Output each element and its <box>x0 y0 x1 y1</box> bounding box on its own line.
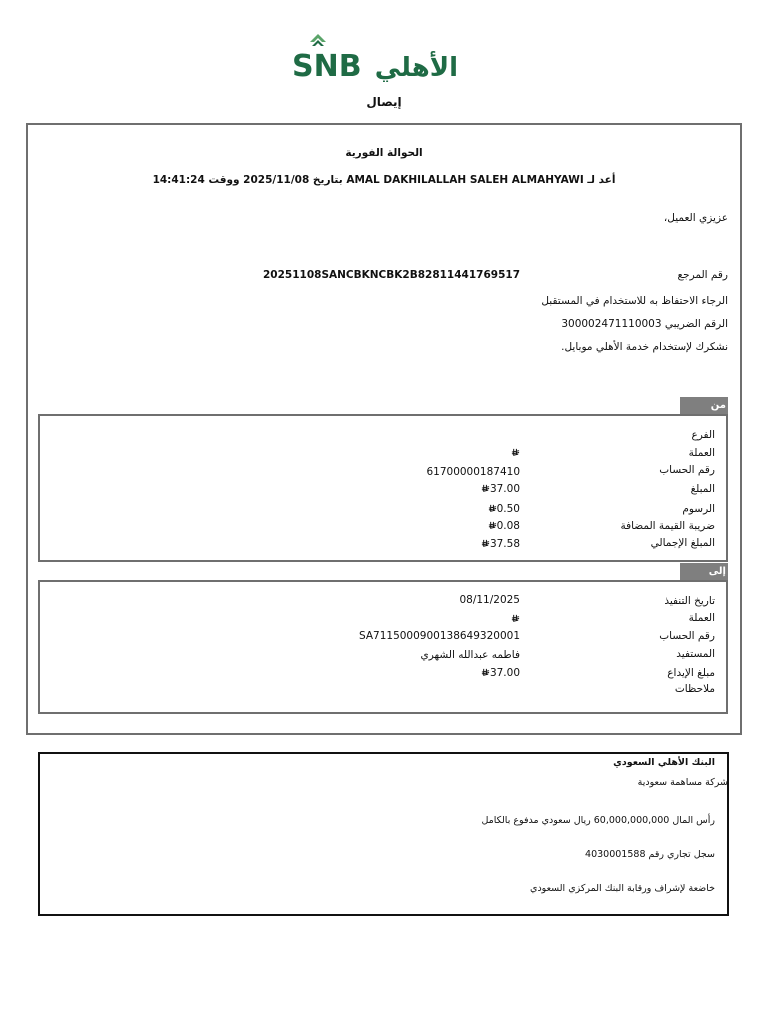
to-section-tab: إلى <box>680 563 728 581</box>
receipt-title: إيصال <box>366 95 402 109</box>
from-account-label: رقم الحساب <box>659 464 715 476</box>
from-vat-value: 0.08 <box>488 520 520 532</box>
greeting: عزيزي العميل، <box>663 212 728 224</box>
to-currency-value <box>511 613 520 625</box>
riyal-symbol-icon <box>481 539 490 548</box>
riyal-symbol-icon <box>481 484 490 493</box>
footer-supervision-line: خاضعة لإشراف ورقابة البنك المركزي السعودي <box>530 883 715 894</box>
logo-text: SNB <box>292 49 362 82</box>
from-total-value: 37.58 <box>481 538 520 550</box>
from-fees-label: الرسوم <box>682 503 715 515</box>
reference-value: 20251108SANCBKNCBK2B82811441769517 <box>263 269 520 281</box>
thanks-line: نشكرك لإستخدام خدمة الأهلي موبايل. <box>561 341 728 353</box>
tax-number-line: الرقم الضريبي 300002471110003 <box>561 318 728 330</box>
to-beneficiary-value: فاطمه عبدالله الشهري <box>420 649 520 661</box>
footer-bank-name: البنك الأهلي السعودي <box>613 757 715 768</box>
from-fees-value: 0.50 <box>488 503 520 515</box>
from-vat-label: ضريبة القيمة المضافة <box>620 520 715 532</box>
riyal-symbol-icon <box>511 614 520 623</box>
from-total-label: المبلغ الإجمالي <box>650 537 715 549</box>
from-amount-value: 37.00 <box>481 483 520 495</box>
footer-cr-line: سجل تجاري رقم 4030001588 <box>585 849 715 860</box>
to-account-value: SA7115000900138649320001 <box>358 630 520 642</box>
footer-company-type: شركة مساهمة سعودية <box>637 777 728 788</box>
from-currency-label: العملة <box>688 447 715 459</box>
logo-arabic: الأهلي <box>374 53 458 82</box>
from-account-value: 61700000187410 <box>426 466 520 478</box>
reference-label: رقم المرجع <box>677 269 728 281</box>
to-beneficiary-label: المستفيد <box>676 648 715 660</box>
from-branch-label: الفرع <box>691 429 715 441</box>
to-deposit-value: 37.00 <box>481 667 520 679</box>
from-currency-value <box>511 447 520 459</box>
riyal-symbol-icon <box>488 521 497 530</box>
prepared-for-line: أعد لـ AMAL DAKHILALLAH SALEH ALMAHYAWI بتاريخ 2025/11/08 ووقت 14:41:24 <box>152 174 616 186</box>
snb-logo <box>290 30 460 82</box>
riyal-symbol-icon <box>481 668 490 677</box>
transfer-title: الحوالة الفورية <box>345 147 423 159</box>
to-deposit-label: مبلغ الإيداع <box>667 667 715 679</box>
to-section-box <box>38 580 728 714</box>
footer-capital-line: رأس المال 60,000,000,000 ريال سعودي مدفوع بالكامل <box>481 815 715 826</box>
riyal-symbol-icon <box>511 448 520 457</box>
riyal-symbol-icon <box>488 504 497 513</box>
from-section-box <box>38 414 728 562</box>
from-amount-label: المبلغ <box>690 483 715 495</box>
to-notes-label: ملاحظات <box>674 683 715 695</box>
to-exec-date-value: 08/11/2025 <box>459 594 520 606</box>
to-account-label: رقم الحساب <box>659 630 715 642</box>
from-section-tab: من <box>680 397 728 415</box>
keep-note: الرجاء الاحتفاظ به للاستخدام في المستقبل <box>541 295 728 307</box>
to-currency-label: العملة <box>688 612 715 624</box>
to-exec-date-label: تاريخ التنفيذ <box>664 595 715 607</box>
